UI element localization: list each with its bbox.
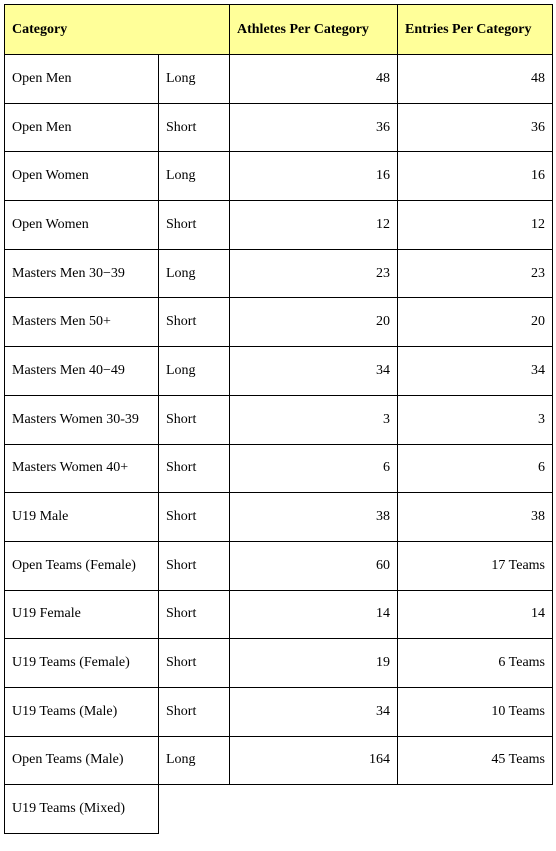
table-row	[5, 103, 553, 152]
cell-distance: Long	[159, 736, 230, 785]
table-row	[5, 590, 553, 639]
cell-category: U19 Female	[5, 590, 159, 639]
cell-category: Masters Men 50+	[5, 298, 159, 347]
cell-athletes: 34	[230, 347, 398, 396]
table-row	[5, 55, 553, 104]
cell-distance: Short	[159, 590, 230, 639]
cell-category: U19 Male	[5, 493, 159, 542]
cell-category: Masters Women 30-39	[5, 395, 159, 444]
table-row-partial	[5, 785, 553, 834]
cell-distance: Short	[159, 444, 230, 493]
cell-distance: Short	[159, 687, 230, 736]
table-row	[5, 493, 553, 542]
cell-category: Masters Women 40+	[5, 444, 159, 493]
cell-distance: Long	[159, 347, 230, 396]
cell-category: U19 Teams (Female)	[5, 639, 159, 688]
cell-distance: Short	[159, 541, 230, 590]
cell-entries: 23	[398, 249, 553, 298]
table-row	[5, 395, 553, 444]
cell-category: Open Women	[5, 201, 159, 250]
table-row	[5, 347, 553, 396]
cell-athletes: 36	[230, 103, 398, 152]
empty-cell	[159, 785, 230, 834]
cell-category: Masters Men 40−49	[5, 347, 159, 396]
cell-category: Open Teams (Female)	[5, 541, 159, 590]
cell-athletes: 48	[230, 55, 398, 104]
cell-athletes: 34	[230, 687, 398, 736]
cell-athletes: 14	[230, 590, 398, 639]
cell-distance: Long	[159, 152, 230, 201]
header-row	[5, 5, 553, 55]
table-row	[5, 444, 553, 493]
table-row	[5, 201, 553, 250]
cell-category: U19 Teams (Mixed)	[5, 785, 159, 834]
table-body	[5, 55, 553, 834]
table-row	[5, 298, 553, 347]
cell-entries: 16	[398, 152, 553, 201]
cell-category: Open Women	[5, 152, 159, 201]
table-row	[5, 687, 553, 736]
cell-athletes: 3	[230, 395, 398, 444]
cell-athletes: 60	[230, 541, 398, 590]
cell-distance: Long	[159, 55, 230, 104]
cell-athletes: 6	[230, 444, 398, 493]
table-row	[5, 249, 553, 298]
cell-distance: Short	[159, 395, 230, 444]
cell-athletes: 38	[230, 493, 398, 542]
cell-category: Masters Men 30−39	[5, 249, 159, 298]
empty-cell	[230, 785, 398, 834]
cell-distance: Short	[159, 103, 230, 152]
cell-athletes: 164	[230, 736, 398, 785]
cell-athletes: 20	[230, 298, 398, 347]
cell-entries: 34	[398, 347, 553, 396]
cell-athletes: 19	[230, 639, 398, 688]
cell-athletes: 23	[230, 249, 398, 298]
results-table	[4, 4, 553, 834]
cell-entries: 38	[398, 493, 553, 542]
table-row	[5, 152, 553, 201]
cell-distance: Long	[159, 249, 230, 298]
cell-entries: 14	[398, 590, 553, 639]
table-row	[5, 736, 553, 785]
cell-entries: 6 Teams	[398, 639, 553, 688]
cell-entries: 17 Teams	[398, 541, 553, 590]
table-header	[5, 5, 553, 55]
cell-athletes: 12	[230, 201, 398, 250]
cell-distance: Short	[159, 493, 230, 542]
cell-entries: 6	[398, 444, 553, 493]
header-athletes-per-category: Athletes Per Category	[230, 5, 398, 55]
table-row	[5, 639, 553, 688]
cell-distance: Short	[159, 298, 230, 347]
cell-entries: 48	[398, 55, 553, 104]
cell-category: U19 Teams (Male)	[5, 687, 159, 736]
cell-category: Open Men	[5, 103, 159, 152]
cell-distance: Short	[159, 639, 230, 688]
cell-entries: 12	[398, 201, 553, 250]
cell-entries: 3	[398, 395, 553, 444]
cell-distance: Short	[159, 201, 230, 250]
cell-category: Open Men	[5, 55, 159, 104]
cell-category: Open Teams (Male)	[5, 736, 159, 785]
cell-entries: 45 Teams	[398, 736, 553, 785]
cell-athletes: 16	[230, 152, 398, 201]
header-entries-per-category: Entries Per Category	[398, 5, 553, 55]
cell-entries: 10 Teams	[398, 687, 553, 736]
empty-cell	[398, 785, 553, 834]
cell-entries: 20	[398, 298, 553, 347]
cell-entries: 36	[398, 103, 553, 152]
header-category: Category	[5, 5, 230, 55]
table-row	[5, 541, 553, 590]
